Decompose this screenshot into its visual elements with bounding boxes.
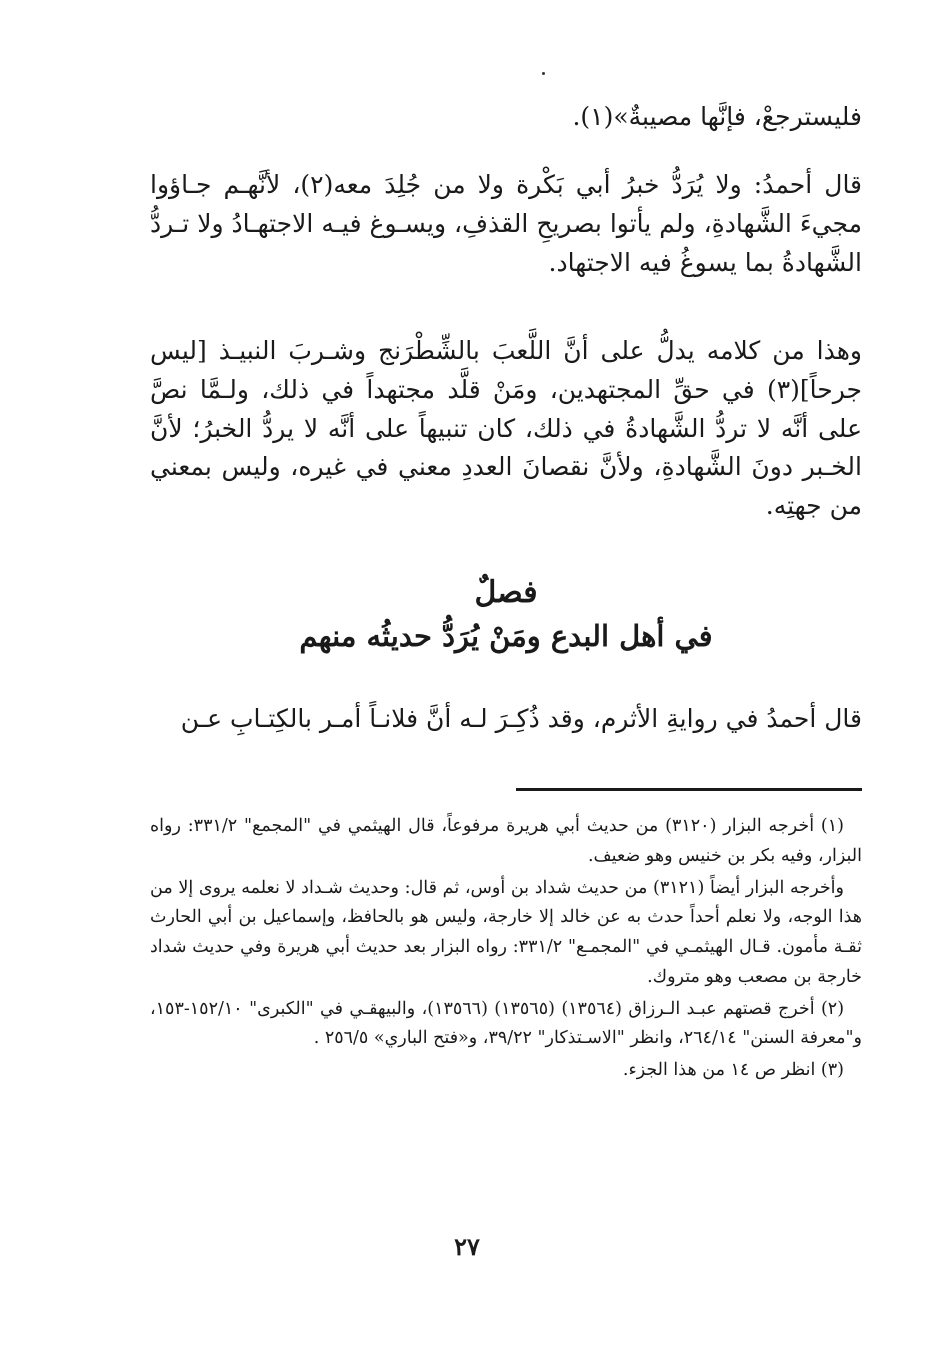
footnote-1: (١) أخرجه البزار (٣١٢٠) من حديث أبي هريرة مرفوعاً، قال الهيثمي في "المجمع" ٣٣١/٢: رواه البزار، وفيه بكر بن خنيس وهو ضعيف. [150, 816, 862, 866]
section-heading [150, 570, 862, 659]
body-paragraph-hadha: وهذا من كلامه يدلُّ على أنَّ اللَّعبَ بالشِّطْرَنج وشـربَ النبيـذ [ليس جرحاً](٣) في حقِّ المجتهدين، ومَنْ قلَّد مجتهداً في ذلك، ولـمَّا نصَّ على أنَّه لا تردُّ الشَّهادةُ في ذلك، كان تنبيهاً على أنَّه لا يردُّ الخبرُ؛ لأنَّ الخـبر دونَ الشَّهادةِ، ولأنَّ نقصانَ العددِ معني في غيره، وليس بمعني من جهتِه. [150, 336, 862, 520]
section-title: فصلٌ [474, 575, 538, 610]
body-line-first: فليسترجعْ، فإنَّها مصيبةٌ»(١). [572, 102, 862, 131]
body-paragraph-last: قال أحمدُ في روايةِ الأثرم، وقد ذُكِـرَ لـه أنَّ فلانـاً أمـر بالكِتـابِ عـن [180, 704, 862, 733]
footnotes [150, 812, 862, 1088]
page-speck [542, 72, 545, 75]
section-subtitle: في أهل البدع ومَنْ يُرَدُّ حديثُه منهم [299, 619, 713, 653]
footnote-divider [516, 788, 862, 791]
footnote-1-continued: وأخرجه البزار أيضاً (٣١٢١) من حديث شداد بن أوس، ثم قال: وحديث شـداد لا نعلمه يروى إلا من هذا الوجه، ولا نعلم أحداً حدث به عن خالد إلا خارجة، وليس هو بالحافظ، وإسماعيل بن أبي الحارث ثقـة مأمون. قـال الهيثمـي في "المجمـع" ٣٣١/٢: رواه البزار بعد حديث أبي هريرة وفي حديث شداد خارجة بن مصعب وهو متروك. [150, 877, 862, 987]
footnote-2: (٢) أخرج قصتهم عبـد الـرزاق (١٣٥٦٤) (١٣٥٦٥) (١٣٥٦٦)، والبيهقـي في "الكبرى" ١٥٢/١٠-١٥٣، و"معرفة السنن" ٢٦٤/١٤، وانظر "الاسـتذكار" ٣٩/٢٢، و«فتح الباري» ٢٥٦/٥ . [150, 998, 862, 1049]
footnote-3: (٣) انظر ص ١٤ من هذا الجزء. [622, 1060, 844, 1080]
body-paragraph-ahmad: قال أحمدُ: ولا يُرَدُّ خبرُ أبي بَكْرة ولا من جُلِدَ معه(٢)، لأنَّهـم جـاؤوا مجيءَ الشَّهادةِ، ولم يأتوا بصريحِ القذفِ، ويسـوغ فيـه الاجتهـادُ ولا تـردُّ الشَّهادةُ بما يسوغُ فيه الاجتهاد. [150, 170, 863, 277]
page-number: ٢٧ [454, 1232, 480, 1261]
